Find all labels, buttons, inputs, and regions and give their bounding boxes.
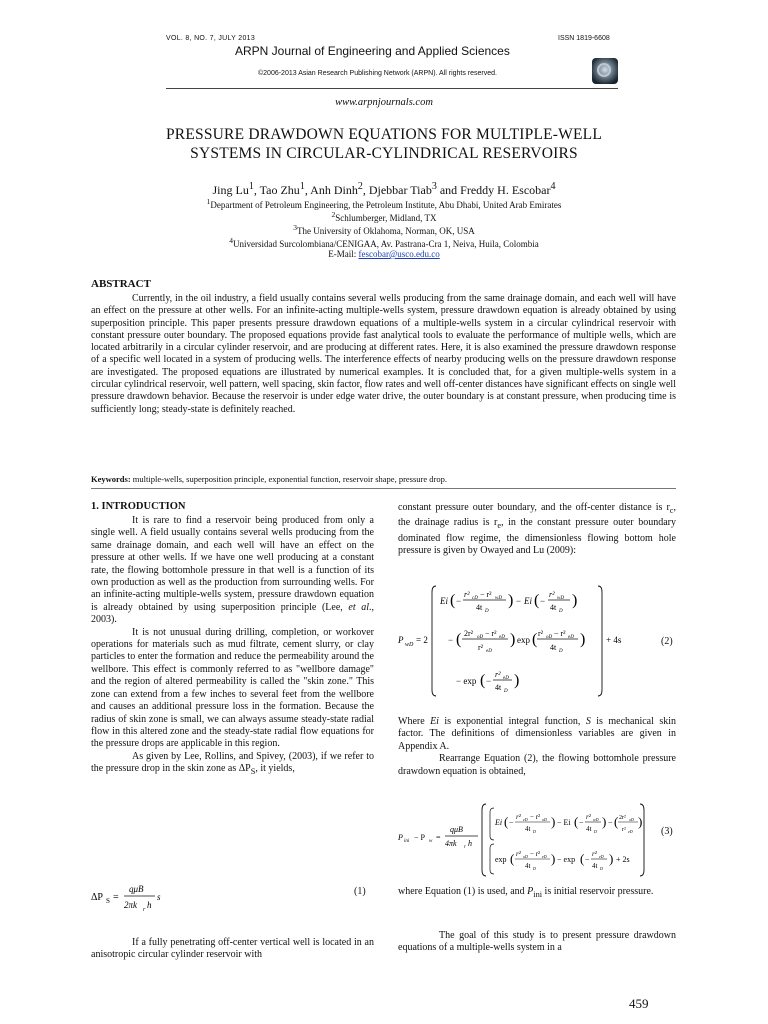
svg-text:− r²: − r²: [485, 629, 497, 638]
svg-text:): ): [572, 592, 578, 609]
author: Freddy H. Escobar: [460, 183, 551, 197]
svg-text:Ei: Ei: [524, 596, 532, 606]
paragraph: If a fully penetrating off-center vertical well is located in an anisotropic circular cylinder reservoir with: [91, 937, 374, 961]
author-sep: ,: [253, 183, 260, 197]
affiliation-1: [0, 197, 768, 210]
svg-text:Ei: Ei: [440, 596, 448, 606]
author: Djebbar Tiab: [368, 183, 432, 197]
right-column-paragraph-4: [398, 930, 676, 955]
svg-text:− r²: − r²: [530, 850, 541, 858]
svg-text:wD: wD: [495, 596, 502, 601]
svg-text:(: (: [534, 592, 540, 609]
svg-text:): ): [609, 851, 614, 866]
svg-text:D: D: [600, 866, 603, 871]
svg-text:): ): [638, 814, 643, 829]
aff-sup: 3: [293, 223, 297, 232]
svg-text:4t: 4t: [586, 825, 592, 833]
aff-text: Universidad Surcolombiana/CENIGAA, Av. Pastrana-Cra 1, Neiva, Huila, Colombia: [233, 239, 539, 249]
equation-2-number: (2): [661, 636, 673, 647]
copyright-notice: ©2006-2013 Asian Research Publishing Network (ARPN). All rights reserved.: [258, 70, 497, 77]
svg-text:h: h: [147, 900, 152, 910]
paragraph-text: constant pressure outer boundary, and the off-center distance is r: [398, 502, 670, 513]
svg-text:S: S: [106, 897, 110, 905]
svg-text:4t: 4t: [476, 603, 483, 612]
affiliation-2: [0, 210, 768, 223]
subscript: S: [250, 767, 256, 777]
svg-text:oD: oD: [546, 635, 553, 640]
svg-text:(: (: [510, 851, 515, 866]
aff-text: Department of Petroleum Engineering, the Petroleum Institute, Abu Dhabi, United Arab Emirates: [210, 200, 562, 210]
journal-name: ARPN Journal of Engineering and Applied Sciences: [235, 44, 510, 58]
svg-text:): ): [508, 592, 514, 609]
svg-text:D: D: [594, 829, 597, 834]
author-sep: ,: [362, 183, 369, 197]
svg-text:eD: eD: [568, 635, 574, 640]
svg-text:(: (: [456, 631, 462, 648]
svg-text:4t: 4t: [495, 683, 502, 692]
svg-text:oD: oD: [477, 635, 484, 640]
svg-text:r²: r²: [478, 643, 484, 652]
keywords-label: Keywords:: [91, 474, 131, 484]
aff-sup: 2: [331, 210, 336, 219]
svg-text:(: (: [480, 672, 486, 689]
aff-text: Schlumberger, Midland, TX: [335, 213, 437, 223]
svg-text:−: −: [486, 676, 492, 686]
svg-text:P: P: [398, 833, 403, 842]
subscript-e: e: [497, 521, 502, 531]
equation-2: [398, 580, 623, 707]
etal: et al: [348, 601, 369, 613]
svg-text:): ): [551, 814, 556, 829]
right-column-paragraph-3: [398, 886, 676, 901]
svg-text:(: (: [532, 631, 538, 648]
subscript-ini: ini: [533, 890, 543, 899]
svg-text:2r²: 2r²: [464, 629, 474, 638]
paragraph: [398, 716, 676, 753]
paragraph-text: is initial reservoir pressure.: [542, 886, 654, 897]
paragraph: It is not unusual during drilling, completion, or workover operations for materials such as mud filtrate, cement slurry, or clay particles to enter the formation and reduce the permeability around the wellbore. This effect is commonly referred to as "wellbore damage" and the region of altered permeability is called the "skin zone." This zone can extend from a few inches to several feet from the wellbore and causes an additional pressure loss in the formation. Because the radius of skin zone is small, we can always assume steady-state radial flow in this altered zone and the steady-state radial flow equations for the pressure drops are applicable in this region.: [91, 626, 374, 750]
email-label: E-Mail:: [328, 249, 359, 259]
svg-text:2πk: 2πk: [124, 900, 138, 910]
left-column-paragraphs: [91, 515, 374, 779]
keywords-text: multiple-wells, superposition principle, exponential function, reservoir shape, pressure drop.: [130, 474, 447, 484]
svg-text:oD: oD: [542, 817, 547, 822]
svg-text:− P: − P: [414, 833, 425, 842]
svg-text:Ei: Ei: [495, 818, 503, 827]
svg-text:exp: exp: [517, 635, 530, 645]
paragraph: The goal of this study is to present pressure drawdown equations of a multiple-wells system in a: [398, 930, 676, 954]
svg-text:): ): [580, 631, 586, 648]
left-column-last-paragraph: [91, 937, 374, 962]
paragraph: Rearrange Equation (2), the flowing bottomhole pressure drawdown equation is obtained,: [398, 753, 676, 777]
author-sup: 2: [357, 181, 363, 192]
svg-text:eD: eD: [542, 854, 547, 859]
author: Anh Dinh: [310, 183, 358, 197]
author-sup: 1: [299, 181, 305, 192]
svg-text:r²: r²: [464, 590, 470, 599]
svg-text:4t: 4t: [592, 862, 598, 870]
affiliation-4: [0, 236, 768, 249]
author-sup: 3: [431, 181, 437, 192]
svg-text:− exp: − exp: [557, 855, 576, 864]
svg-text:− r²: − r²: [554, 629, 566, 638]
equation-1-graphic: [91, 880, 231, 914]
svg-text:wD: wD: [557, 596, 564, 601]
svg-text:r²: r²: [549, 590, 555, 599]
svg-text:D: D: [533, 829, 536, 834]
svg-text:(: (: [580, 851, 585, 866]
svg-text:r: r: [464, 845, 466, 850]
italic-ei: Ei: [430, 716, 439, 727]
svg-text:= 2: = 2: [416, 635, 428, 645]
paragraph-text: is mechanical skin factor. The definitions of dimensionless variables are given in Appendix A.: [398, 716, 676, 752]
arpn-logo: [592, 58, 618, 84]
right-column-paragraph-2: [398, 716, 676, 778]
svg-text:eD: eD: [599, 854, 604, 859]
svg-text:=: =: [113, 892, 119, 903]
svg-text:ΔP: ΔP: [91, 892, 103, 903]
svg-text:−: −: [608, 818, 613, 827]
svg-text:D: D: [533, 866, 536, 871]
abstract-body: [91, 293, 676, 416]
svg-text:4πk: 4πk: [445, 839, 457, 848]
equation-1: [91, 880, 231, 916]
svg-text:oD: oD: [523, 854, 528, 859]
paragraph-text: is exponential integral function,: [438, 716, 586, 727]
svg-text:eD: eD: [628, 829, 633, 834]
paragraph-text: , in the constant pressure outer boundary dominated flow regime, the dimensionless flowing bottom hole pressure is given by Owayed and Lu (2009):: [398, 517, 676, 557]
svg-text:D: D: [504, 689, 508, 694]
paper-title: [100, 125, 668, 163]
svg-text:w: w: [429, 839, 433, 844]
svg-text:eD: eD: [523, 817, 528, 822]
paragraph-text: , the drainage radius is r: [398, 502, 676, 529]
svg-text:−: −: [585, 855, 590, 864]
abstract-text: Currently, in the oil industry, a field usually contains several wells producing from the same drainage domain, and each well will have an effect on the pressure at other wells. For an infinite-acting multiple-wells system, pressure drawdown equation is already obtained by using superposition principle. This paper presents pressure drawdown equations of a multiple-wells system in a circular cylindrical reservoir with constant pressure outer boundary. The proposed equations provide fast analytical tools to evaluate the performance of multiple wells, which are located arbitrarily in a circular cylinder reservoir, and are producing at different rates. Here, it is also examined the pressure drawdown response of a specific well located in a system of producing wells. The interference effects of nearby producing wells on the pressure drawdown response are investigated. The proposed equations are illustrated by numerical examples. It is concluded that, for a given multiple-wells system in a circular cylindrical reservoir, well pattern, well spacing, skin factor, flow rates and well off-center distances have significant effects on single well pressure drawdown behavior. Because the reservoir is under edge water drive, the outer boundary is at constant pressure, when producing time is sufficiently long; steady-state is definitely reached.: [91, 293, 676, 415]
svg-text:): ): [551, 851, 556, 866]
svg-text:eD: eD: [486, 649, 492, 654]
svg-text:(: (: [614, 814, 619, 829]
svg-text:−: −: [516, 596, 522, 606]
svg-text:r²: r²: [516, 850, 521, 858]
svg-text:r²: r²: [516, 813, 521, 821]
page-number: 459: [629, 996, 649, 1011]
svg-text:− exp: − exp: [456, 676, 477, 686]
title-line-2: SYSTEMS IN CIRCULAR-CYLINDRICAL RESERVOIRS: [190, 145, 578, 162]
paragraph-text: It is rare to find a reservoir being produced from only a single well. A field usually contains several wells producing from the same drainage domain, and each well will have an effect on the pressure at other wells. If we have one well producing at a constant rate, the flowing bottomhole pressure in that well is a function of its own production as well as the production from surrounding wells. For an infinite-acting multiple-wells system, pressure drawdown equation is already obtained by using superposition principle (Lee,: [91, 515, 374, 613]
svg-text:): ): [602, 814, 607, 829]
svg-text:P: P: [398, 635, 404, 645]
svg-text:exp: exp: [495, 855, 507, 864]
italic-p: P: [527, 886, 534, 897]
keywords-line: [91, 474, 676, 484]
svg-text:): ): [514, 672, 520, 689]
svg-text:D: D: [559, 609, 563, 614]
svg-text:−: −: [448, 635, 454, 645]
equation-3-graphic: [398, 800, 656, 880]
svg-text:eD: eD: [503, 676, 509, 681]
author-sep: and: [436, 183, 461, 197]
paragraph-text: where Equation (1) is used, and: [398, 886, 528, 897]
svg-text:−: −: [540, 596, 546, 606]
paragraph: [398, 886, 676, 901]
author-sup: 4: [550, 181, 556, 192]
author: Tao Zhu: [259, 183, 300, 197]
svg-text:cD: cD: [472, 596, 478, 601]
volume-info: VOL. 8, NO. 7, JULY 2013: [166, 35, 256, 42]
svg-text:r²: r²: [592, 850, 597, 858]
svg-text:s: s: [157, 892, 161, 902]
svg-text:(: (: [574, 814, 579, 829]
author: Jing Lu: [212, 183, 249, 197]
svg-text:−: −: [509, 818, 514, 827]
paragraph-text: , it yields,: [255, 763, 295, 775]
subscript-ce: c: [669, 506, 674, 515]
svg-text:− Ei: − Ei: [557, 818, 571, 827]
email-line: [0, 249, 768, 259]
paragraph: [91, 515, 374, 627]
svg-text:r²: r²: [495, 670, 501, 679]
aff-sup: 4: [229, 236, 234, 245]
svg-text:2r²: 2r²: [619, 815, 626, 821]
svg-text:oD: oD: [629, 817, 634, 822]
svg-text:h: h: [468, 839, 472, 848]
affiliation-3: [0, 223, 768, 236]
svg-text:+ 4s: + 4s: [606, 635, 622, 645]
svg-text:ini: ini: [404, 839, 410, 844]
svg-text:r²: r²: [586, 813, 591, 821]
equation-1-number: (1): [354, 886, 366, 897]
author-list: [0, 181, 768, 198]
svg-text:): ): [510, 631, 516, 648]
svg-text:+ 2s: + 2s: [616, 855, 630, 864]
svg-text:− r²: − r²: [480, 590, 492, 599]
svg-text:=: =: [436, 833, 441, 842]
header-divider: [166, 88, 618, 89]
aff-sup: 1: [206, 197, 211, 206]
svg-text:−: −: [456, 596, 462, 606]
svg-text:4t: 4t: [550, 603, 557, 612]
author-sep: ,: [304, 183, 311, 197]
paragraph: [398, 502, 676, 558]
website-link[interactable]: www.arpnjournals.com: [335, 97, 433, 108]
svg-text:qμB: qμB: [450, 825, 463, 834]
svg-text:(: (: [504, 814, 509, 829]
paragraph-text: As given by Lee, Rollins, and Spivey, (2003), if we refer to the pressure drop in the skin zone as ΔP: [91, 750, 374, 775]
keywords-divider: [91, 488, 676, 489]
right-column-paragraph-1: [398, 502, 676, 558]
svg-text:4t: 4t: [525, 862, 531, 870]
email-link[interactable]: fescobar@usco.edu.co: [358, 249, 440, 259]
svg-text:− r²: − r²: [530, 813, 541, 821]
svg-text:4t: 4t: [525, 825, 531, 833]
paragraph-text: ., 2003).: [91, 601, 374, 626]
svg-text:r²: r²: [538, 629, 544, 638]
equation-2-graphic: [398, 580, 623, 702]
svg-text:4t: 4t: [550, 643, 557, 652]
paragraph-text: Where: [398, 716, 431, 727]
svg-text:−: −: [579, 818, 584, 827]
italic-s: S: [585, 716, 591, 727]
svg-text:qμB: qμB: [129, 884, 144, 894]
svg-text:eD: eD: [499, 635, 505, 640]
equation-3: [398, 800, 656, 885]
svg-text:wD: wD: [593, 817, 599, 822]
aff-text: The University of Oklahoma, Norman, OK, USA: [297, 226, 475, 236]
issn: ISSN 1819-6608: [558, 35, 610, 42]
paragraph: [91, 751, 374, 779]
section-heading-introduction: 1. INTRODUCTION: [91, 501, 186, 512]
svg-text:D: D: [485, 609, 489, 614]
title-line-1: PRESSURE DRAWDOWN EQUATIONS FOR MULTIPLE-WELL: [165, 126, 602, 143]
svg-text:r²: r²: [622, 827, 626, 833]
author-sup: 1: [248, 181, 254, 192]
svg-text:(: (: [450, 592, 456, 609]
svg-text:r: r: [143, 907, 146, 913]
svg-text:wD: wD: [405, 642, 414, 648]
equation-3-number: (3): [661, 826, 673, 837]
abstract-heading: ABSTRACT: [91, 278, 151, 290]
svg-text:D: D: [559, 649, 563, 654]
